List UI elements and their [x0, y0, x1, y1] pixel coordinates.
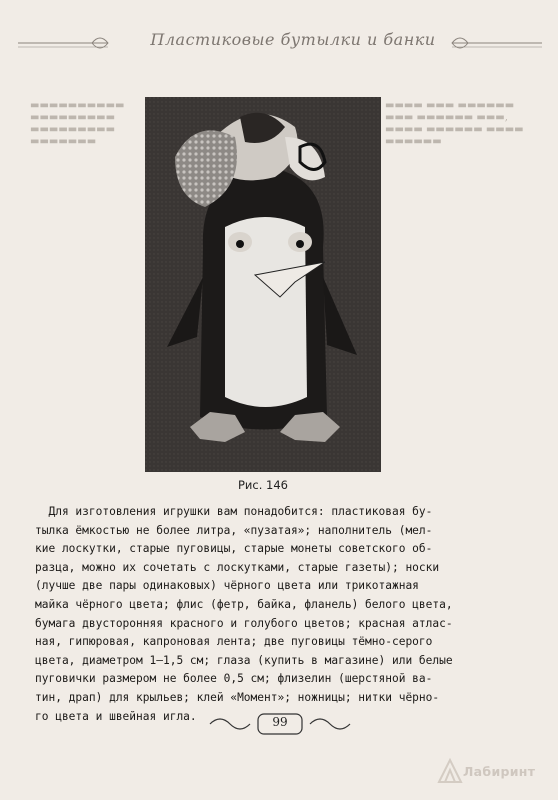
page-number: 99 [272, 715, 288, 729]
text-line: пуговички размером не более 0,5 см; флизелин (шерстяной ва- [35, 672, 433, 686]
show-through-text: ▬▬▬▬ ▬▬▬ ▬▬▬▬▬▬ ▬▬▬ ▬▬▬▬▬▬ ▬▬▬, ▬▬▬▬ ▬▬▬▬▬▬ ▬▬▬▬ ▬▬▬▬▬▬ [385, 100, 524, 147]
penguin-illustration [145, 97, 381, 472]
penguin-photo [145, 97, 381, 472]
body-paragraph [35, 503, 527, 726]
watermark [435, 756, 550, 786]
text-line: тин, драп) для крыльев; клей «Момент»; ножницы; нитки чёрно- [35, 690, 440, 704]
text-line: цвета, диаметром 1–1,5 см; глаза (купить в магазине) или белые [35, 653, 453, 667]
labirint-logo-icon [435, 756, 465, 786]
text-line: го цвета и швейная игла. [35, 709, 197, 723]
text-line: разца, можно их сочетать с лоскутками, старые газеты); носки [35, 560, 440, 574]
watermark-text: Лабиринт [463, 764, 536, 779]
figure-caption: Рис. 146 [238, 478, 288, 492]
text-line: тылка ёмкостью не более литра, «пузатая»; наполнитель (мел- [35, 523, 433, 537]
show-through-text: ▬▬▬▬▬▬▬▬▬▬ ▬▬▬▬▬▬▬▬▬ ▬▬▬▬▬▬▬▬▬ ▬▬▬▬▬▬▬ [30, 100, 125, 147]
text-line: кие лоскутки, старые пуговицы, старые монеты советского об- [35, 542, 433, 556]
running-header [18, 28, 542, 58]
text-line: Для изготовления игрушки вам понадобится: пластиковая бу- [35, 505, 433, 518]
text-line: бумага двусторонняя красного и голубого цветов; красная атлас- [35, 616, 453, 630]
header-title: Пластиковые бутылки и банки [150, 30, 436, 49]
text-line: (лучше две пары одинаковых) чёрного цвета или трикотажная [35, 579, 419, 593]
text-line: ная, гипюровая, капроновая лента; две пуговицы тёмно-серого [35, 635, 433, 649]
page-footer [200, 712, 360, 736]
text-line: майка чёрного цвета; флис (фетр, байка, фланель) белого цвета, [35, 597, 453, 611]
